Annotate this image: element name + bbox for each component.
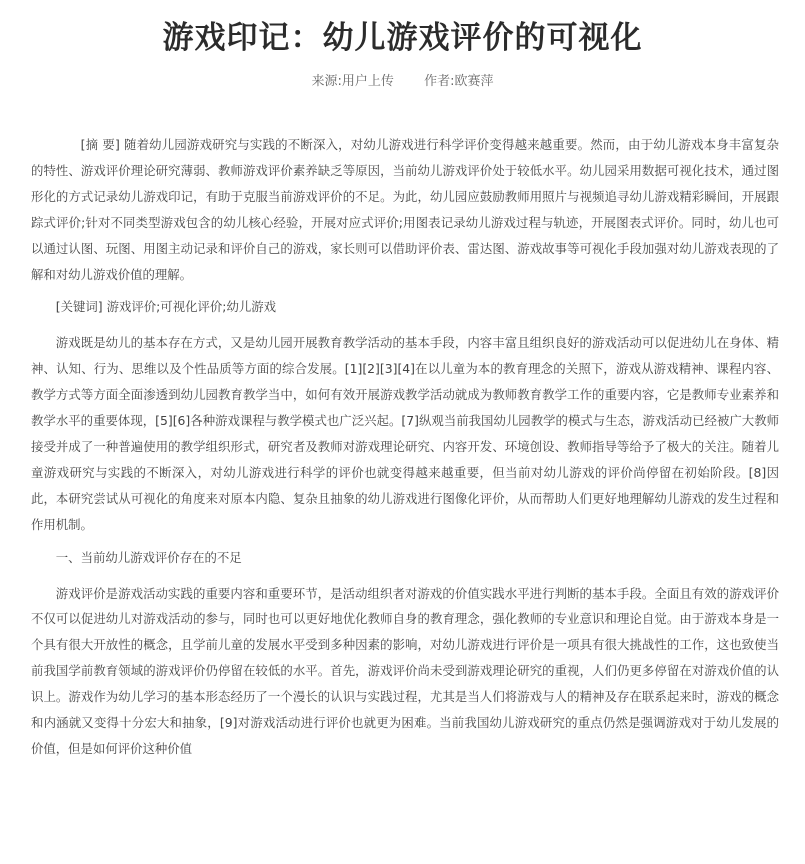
article-title: 游戏印记：幼儿游戏评价的可视化: [162, 20, 643, 56]
article-meta: [0, 72, 805, 92]
article-body: [31, 132, 779, 769]
body-paragraph-2: 游戏评价是游戏活动实践的重要内容和重要环节，是活动组织者对游戏的价值实践水平进行判断的基本手段。全面且有效的游戏评价不仅可以促进幼儿对游戏活动的参与，同时也可以更好地优化教师自身的教育理念，强化教师的专业意识和理论自觉。由于游戏本身是一个具有很大开放性的概念，且学前儿童的发展水平受到多种因素的影响，对幼儿游戏进行评价是一项具有很大挑战性的工作，这也致使当前我国学前教育领域的游戏评价仍停留在较低的水平。首先，游戏评价尚未受到游戏理论研究的重视，人们仍更多停留在对游戏价值的认识上。游戏作为幼儿学习的基本形态经历了一个漫长的认识与实践过程，尤其是当人们将游戏与人的精神及存在联系起来时，游戏的概念和内涵就又变得十分宏大和抽象，[9]对游戏活动进行评价也就更为困难。当前我国幼儿游戏研究的重点仍然是强调游戏对于幼儿发展的价值，但是如何评价这种价值: [31, 585, 779, 756]
article-source: 来源:用户上传: [311, 74, 394, 89]
body-paragraph-1: 游戏既是幼儿的基本存在方式，又是幼儿园开展教育教学活动的基本手段，内容丰富且组织良好的游戏活动可以促进幼儿在身体、精神、认知、行为、思维以及个性品质等方面的综合发展。[1][2][3][4]在以儿童为本的教育理念的关照下，游戏从游戏精神、课程内容、教学方式等方面全面渗透到幼儿园教育教学当中，如何有效开展游戏教学活动就成为教师教育教学工作的重要内容，它是教师专业素养和教学水平的重要体现，[5][6]各种游戏课程与教学模式也广泛兴起。[7]纵观当前我国幼儿园教学的模式与生态，游戏活动已经被广大教师接受并成了一种普遍使用的教学组织形式，研究者及教师对游戏理论研究、内容开发、环境创设、教师指导等给予了极大的关注。随着儿童游戏研究与实践的不断深入，对幼儿游戏进行科学的评价也就变得越来越重要，但当前对幼儿游戏的评价尚停留在初始阶段。[8]因此，本研究尝试从可视化的角度来对原本内隐、复杂且抽象的幼儿游戏进行图像化评价，从而帮助人们更好地理解幼儿游戏的发生过程和作用机制。: [31, 335, 779, 532]
keywords-paragraph: [关键词] 游戏评价;可视化评价;幼儿游戏: [55, 299, 277, 315]
article-author: 作者:欧赛萍: [424, 74, 494, 89]
abstract-paragraph: [摘 要] 随着幼儿园游戏研究与实践的不断深入，对幼儿游戏进行科学评价变得越来越重要。然而，由于幼儿游戏本身丰富复杂的特性、游戏评价理论研究薄弱、教师游戏评价素养缺乏等原因，当前幼儿游戏评价处于较低水平。幼儿园采用数据可视化技术，通过图形化的方式记录幼儿游戏印记，有助于克服当前游戏评价的不足。为此，幼儿园应鼓励教师用照片与视频追寻幼儿游戏精彩瞬间，开展跟踪式评价;针对不同类型游戏包含的幼儿核心经验，开展对应式评价;用图表记录幼儿游戏过程与轨迹，开展图表式评价。同时，幼儿也可以通过认图、玩图、用图主动记录和评价自己的游戏，家长则可以借助评价表、雷达图、游戏故事等可视化手段加强对幼儿游戏表现的了解和对幼儿游戏价值的理解。: [31, 137, 779, 282]
section-heading-1: 一、当前幼儿游戏评价存在的不足: [55, 549, 242, 565]
